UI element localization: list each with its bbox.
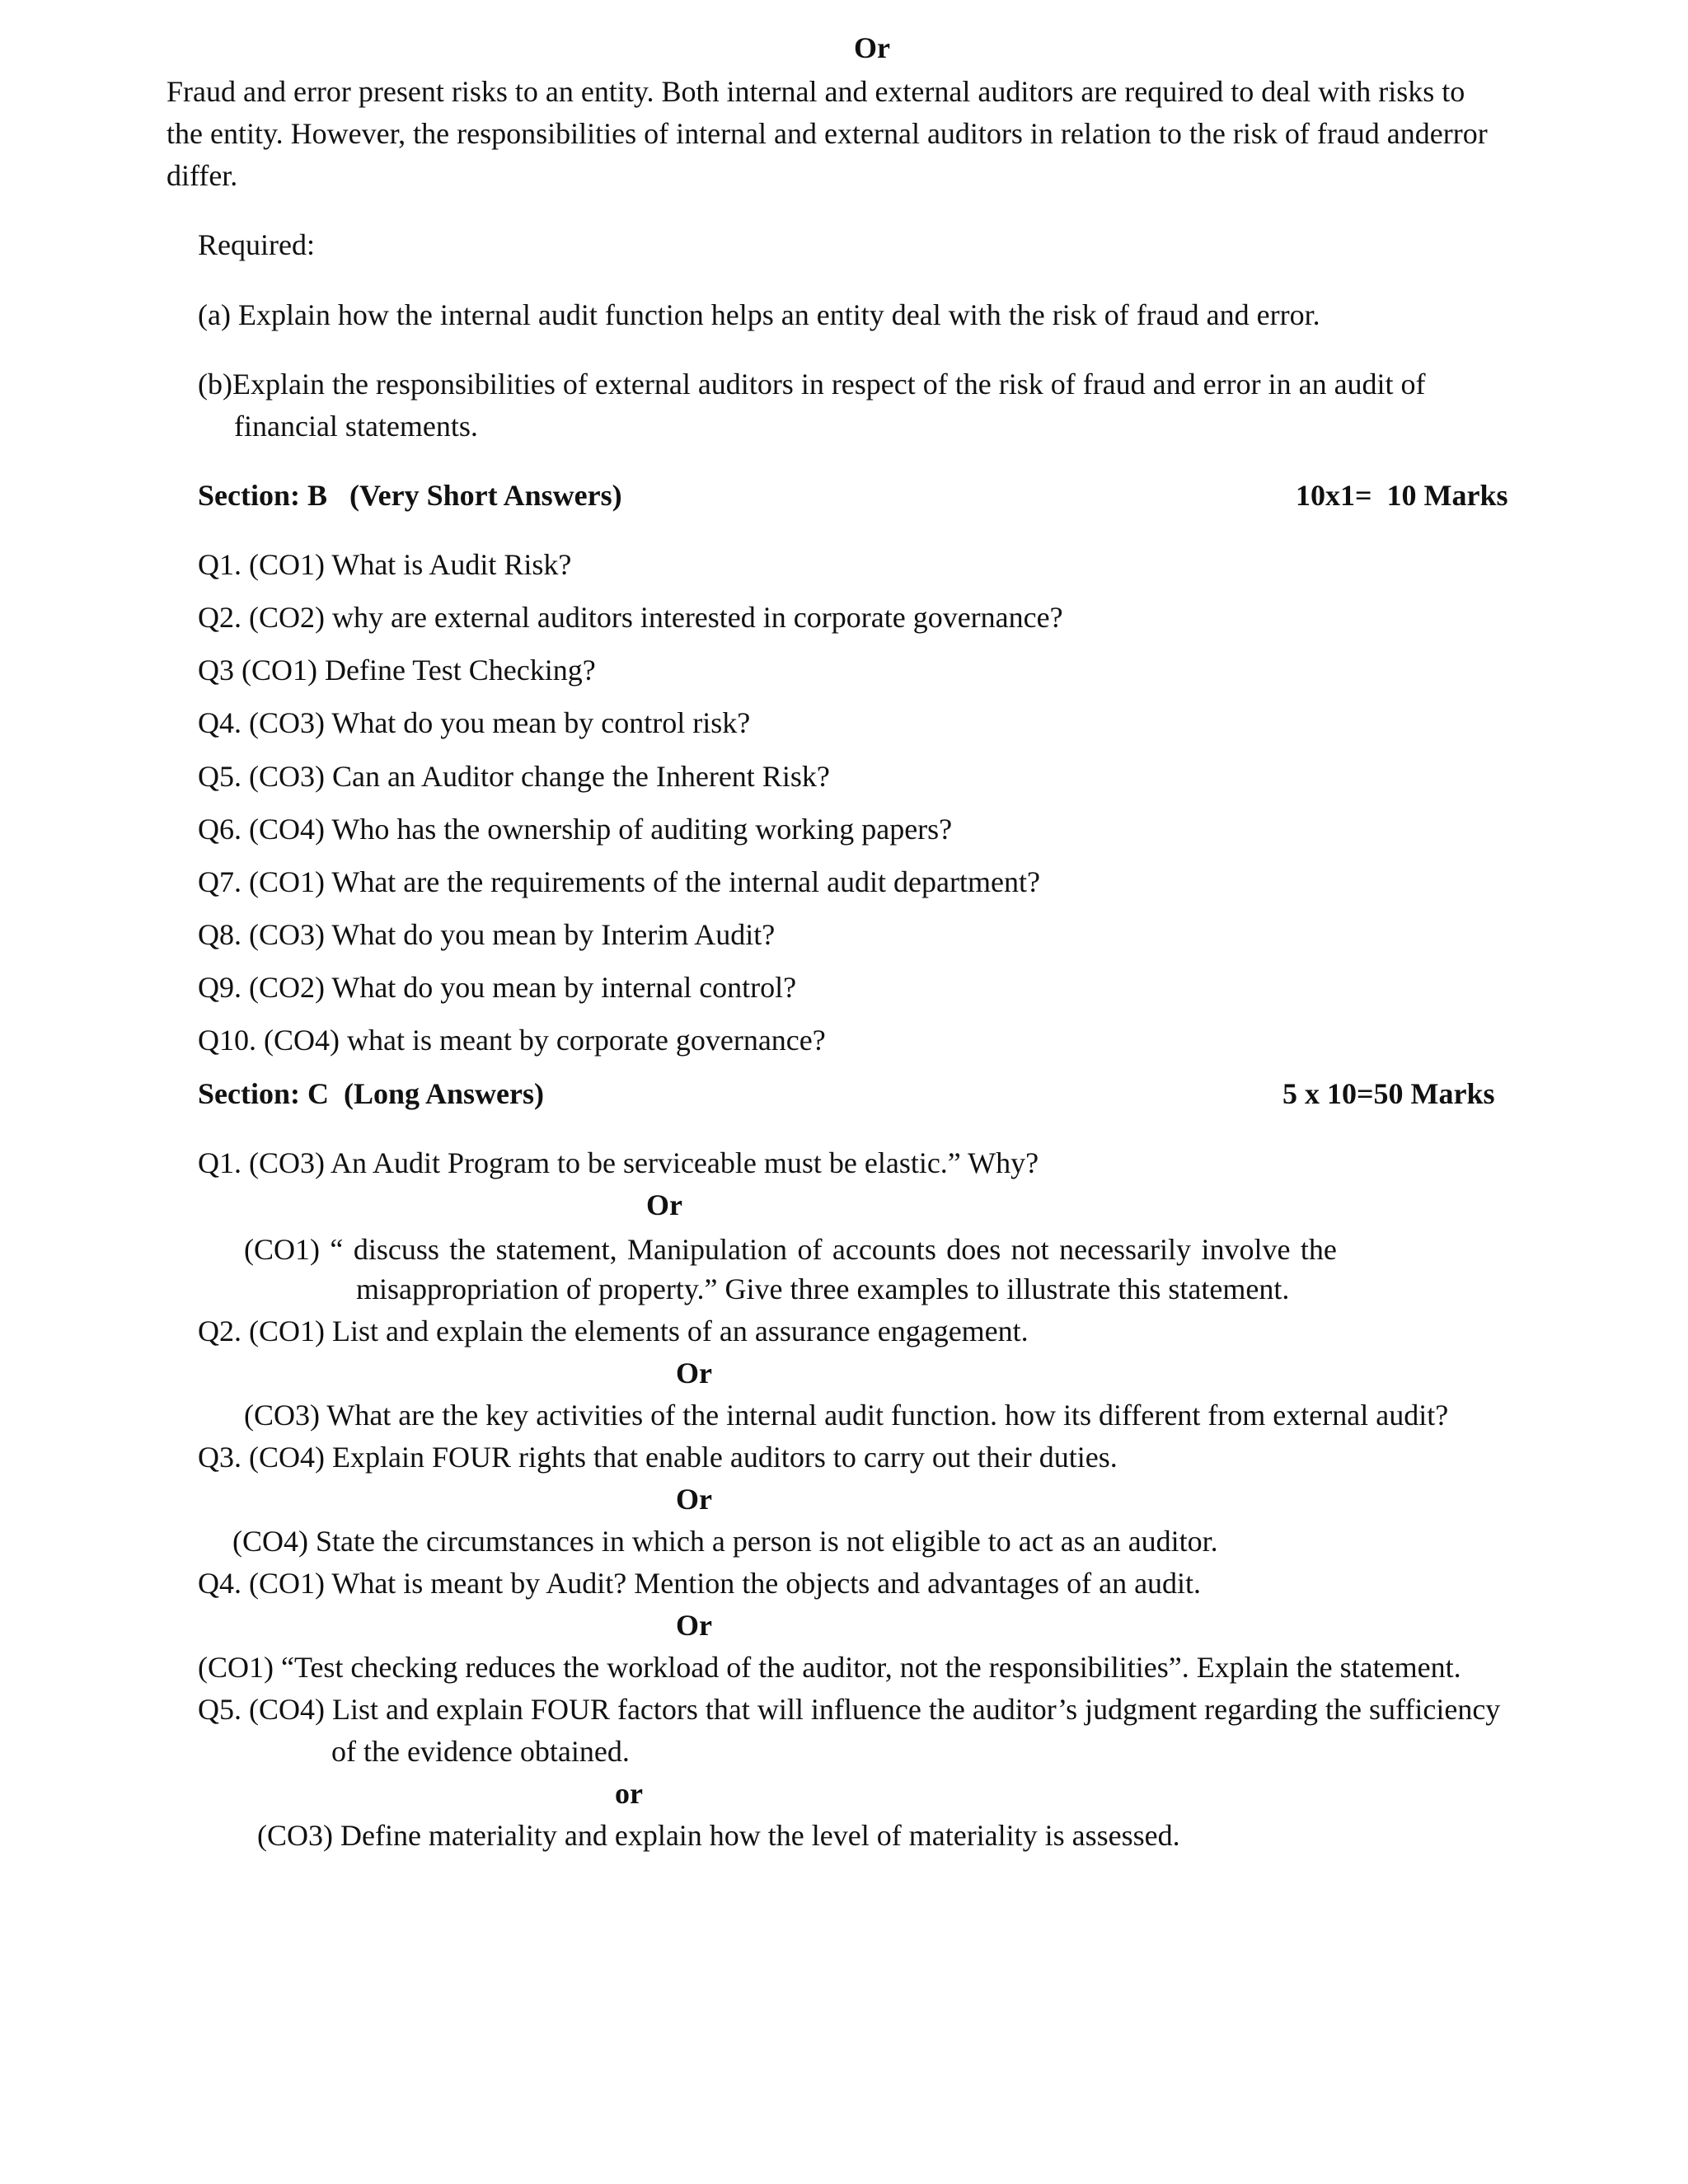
word: (CO1) [244, 1233, 320, 1266]
section-b-title: Section: B (Very Short Answers) [198, 479, 622, 512]
section-b-question: Q7. (CO1) What are the requirements of the internal audit department? [198, 865, 1040, 898]
part-b-line-2: financial statements. [234, 410, 478, 443]
word: the [1300, 1233, 1337, 1266]
section-c-q2-alternative: (CO3) What are the key activities of the internal audit function. how its different from external audit? [244, 1399, 1449, 1432]
or-separator: or [615, 1777, 643, 1810]
word: accounts [832, 1233, 936, 1266]
section-c-q1-alternative-line-1 [244, 1232, 1337, 1267]
section-b-question: Q6. (CO4) Who has the ownership of auditing working papers? [198, 813, 953, 846]
section-c-q5-alternative: (CO3) Define materiality and explain how the level of materiality is assessed. [257, 1819, 1180, 1852]
section-c-q4: Q4. (CO1) What is meant by Audit? Mention the objects and advantages of an audit. [198, 1567, 1202, 1600]
section-c-q3-alternative: (CO4) State the circumstances in which a person is not eligible to act as an auditor. [232, 1525, 1218, 1558]
word: “ [330, 1233, 344, 1266]
intro-line-1: Fraud and error present risks to an entity. Both internal and external auditors are required to deal with risks to [166, 75, 1465, 108]
section-b-marks: 10x1= 10 Marks [1296, 479, 1508, 512]
section-b-question: Q9. (CO2) What do you mean by internal control? [198, 971, 797, 1004]
section-c-q5-line-1: Q5. (CO4) List and explain FOUR factors that will influence the auditor’s judgment regarding the sufficiency [198, 1693, 1501, 1726]
word: necessarily [1059, 1233, 1192, 1266]
intro-line-2: the entity. However, the responsibilities of internal and external auditors in relation to the risk of fraud anderror [166, 117, 1488, 150]
word: statement, [495, 1233, 617, 1266]
required-label: Required: [198, 228, 315, 261]
word: does [946, 1233, 1001, 1266]
or-separator: Or [676, 1357, 712, 1390]
section-c-q3: Q3. (CO4) Explain FOUR rights that enable auditors to carry out their duties. [198, 1441, 1118, 1474]
section-c-q1: Q1. (CO3) An Audit Program to be serviceable must be elastic.” Why? [198, 1146, 1039, 1179]
section-b-question: Q2. (CO2) why are external auditors interested in corporate governance? [198, 601, 1063, 634]
section-b-question: Q4. (CO3) What do you mean by control risk? [198, 706, 751, 739]
or-separator-top: Or [854, 31, 890, 64]
section-c-q5-line-2: of the evidence obtained. [331, 1735, 630, 1768]
word: involve [1201, 1233, 1291, 1266]
or-separator: Or [676, 1483, 712, 1516]
section-c-marks: 5 x 10=50 Marks [1282, 1077, 1495, 1110]
word: not [1010, 1233, 1049, 1266]
section-b-question: Q3 (CO1) Define Test Checking? [198, 654, 596, 687]
word: of [797, 1233, 823, 1266]
part-b-line-1: (b)Explain the responsibilities of external auditors in respect of the risk of fraud and error in an audit of [198, 368, 1426, 401]
section-b-question: Q10. (CO4) what is meant by corporate governance? [198, 1024, 826, 1057]
word: the [449, 1233, 486, 1266]
section-b-question: Q1. (CO1) What is Audit Risk? [198, 548, 572, 581]
section-c-q4-alternative: (CO1) “Test checking reduces the workload of the auditor, not the responsibilities”. Explain the statement. [198, 1651, 1461, 1684]
section-c-title: Section: C (Long Answers) [198, 1077, 544, 1110]
intro-line-3: differ. [166, 159, 238, 192]
or-separator: Or [646, 1188, 682, 1221]
section-b-question: Q5. (CO3) Can an Auditor change the Inherent Risk? [198, 760, 830, 793]
or-separator: Or [676, 1609, 712, 1642]
section-c-q1-alternative-line-2: misappropriation of property.” Give three examples to illustrate this statement. [356, 1272, 1290, 1305]
part-a-text: (a) Explain how the internal audit function helps an entity deal with the risk of fraud and error. [198, 298, 1320, 331]
word: discuss [353, 1233, 439, 1266]
section-b-question: Q8. (CO3) What do you mean by Interim Audit? [198, 918, 776, 951]
word: Manipulation [627, 1233, 788, 1266]
section-c-q2: Q2. (CO1) List and explain the elements of an assurance engagement. [198, 1315, 1029, 1347]
